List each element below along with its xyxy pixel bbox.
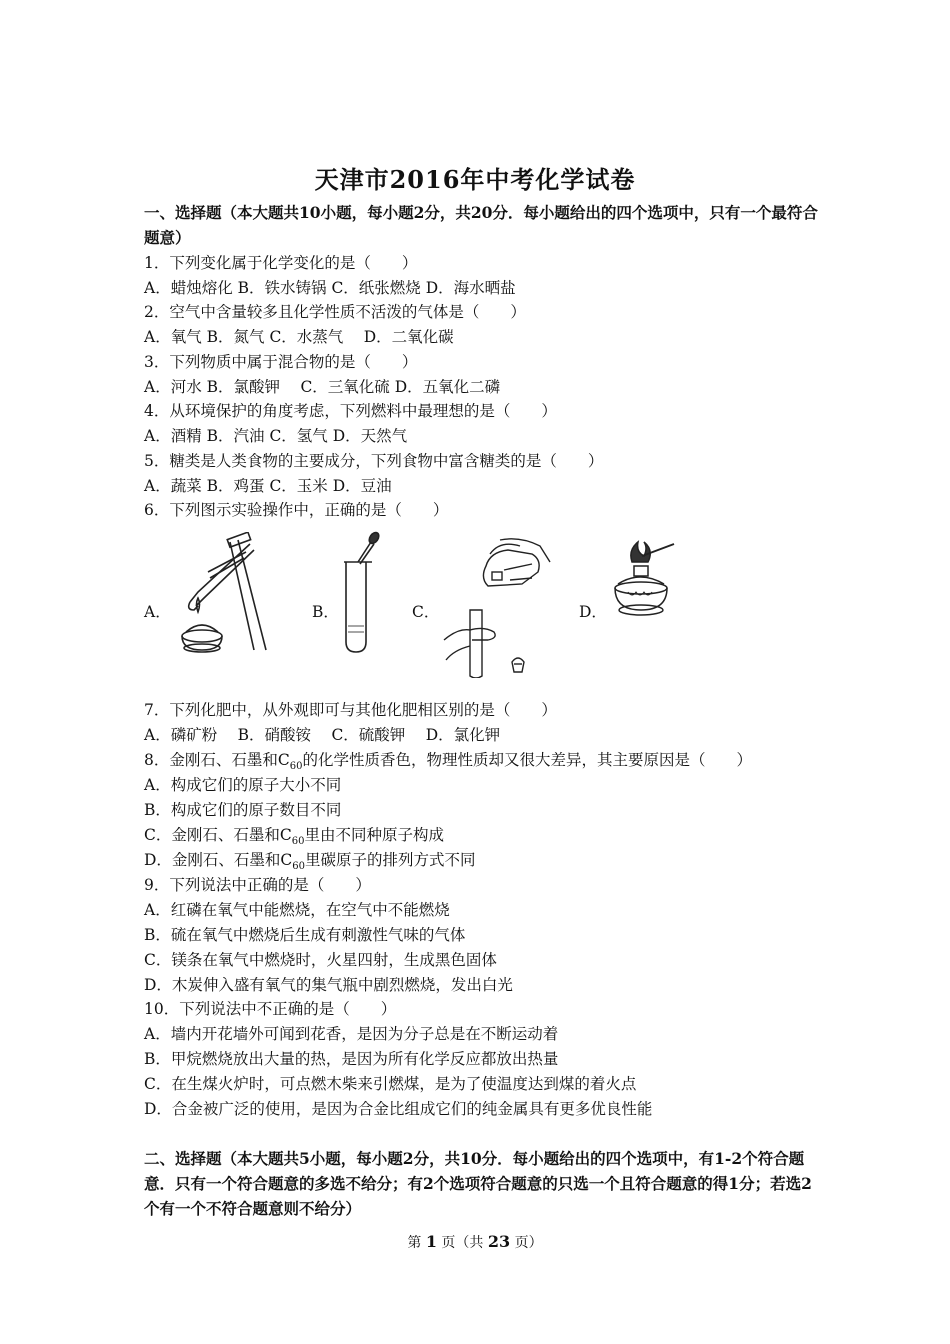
footer-post: 页） bbox=[510, 1235, 543, 1251]
q1-stem: 1．下列变化属于化学变化的是（ ） bbox=[144, 254, 418, 272]
q2-options: A．氧气 B．氮气 C．水蒸气 D．二氧化碳 bbox=[144, 328, 454, 346]
q8-option-b: B．构成它们的原子数目不同 bbox=[144, 801, 342, 819]
section-1-heading: 一、选择题（本大题共10小题，每小题2分，共20分．每小题给出的四个选项中，只有一个最符合题意） bbox=[144, 203, 818, 247]
q10-option-d: D．合金被广泛的使用，是因为合金比组成它们的纯金属具有更多优良性能 bbox=[144, 1100, 653, 1118]
q8-optd-post: 里碳原子的排列方式不同 bbox=[305, 851, 476, 869]
q8-optd-sub: 60 bbox=[292, 861, 306, 873]
fig-d-label: D． bbox=[579, 603, 607, 621]
q8-optc-sub: 60 bbox=[291, 836, 305, 848]
q8-optc-post: 里由不同种原子构成 bbox=[304, 826, 444, 844]
fig-a-label: A． bbox=[144, 603, 171, 621]
q7-stem: 7．下列化肥中，从外观即可与其他化肥相区别的是（ ） bbox=[144, 701, 557, 719]
q8-stem-sub: 60 bbox=[289, 761, 303, 773]
dropper-and-test-tube-illustration bbox=[334, 530, 384, 654]
q5-stem: 5．糖类是人类食物的主要成分，下列食物中富含糖类的是（ ） bbox=[144, 452, 604, 470]
q8-stem-pre: 8．金刚石、石墨和C bbox=[144, 751, 290, 769]
q8-option-a: A．构成它们的原子大小不同 bbox=[144, 776, 342, 794]
q8-optc-pre: C．金刚石、石墨和C bbox=[144, 826, 292, 844]
page-footer bbox=[0, 1232, 950, 1252]
q9-stem: 9．下列说法中正确的是（ ） bbox=[144, 876, 371, 894]
q10-option-b: B．甲烷燃烧放出大量的热，是因为所有化学反应都放出热量 bbox=[144, 1050, 559, 1068]
q9-option-c: C．镁条在氧气中燃烧时，火星四射，生成黑色固体 bbox=[144, 951, 497, 969]
page-title: 天津市2016年中考化学试卷 bbox=[314, 165, 636, 194]
q3-stem: 3．下列物质中属于混合物的是（ ） bbox=[144, 353, 418, 371]
q9-option-b: B．硫在氧气中燃烧后生成有刺激性气味的气体 bbox=[144, 926, 466, 944]
q10-stem: 10．下列说法中不正确的是（ ） bbox=[144, 1000, 397, 1018]
test-tube-heating-illustration bbox=[168, 532, 278, 654]
q8-stem bbox=[144, 750, 752, 777]
q4-options: A．酒精 B．汽油 C．氢气 D．天然气 bbox=[144, 427, 408, 445]
footer-mid: 页（共 bbox=[436, 1235, 488, 1251]
q7-options: A．磷矿粉 B．硝酸铵 C．硫酸钾 D．氯化钾 bbox=[144, 726, 501, 744]
q2-stem: 2．空气中含量较多且化学性质不活泼的气体是（ ） bbox=[144, 303, 526, 321]
alcohol-lamp-lighting-illustration bbox=[604, 540, 684, 622]
q6-figures bbox=[144, 530, 704, 678]
footer-page-number: 1 bbox=[425, 1232, 437, 1251]
footer-pre: 第 bbox=[407, 1235, 426, 1251]
section-2-heading: 二、选择题（本大题共5小题，每小题2分，共10分．每小题给出的四个选项中，有1-2个符合题意．只有一个符合题意的多选不给分；有2个选项符合题意的只选一个且符合题意的得1分；若选2个有一个不符合题意则不给分） bbox=[144, 1149, 812, 1218]
q8-option-d bbox=[144, 850, 476, 877]
q8-stem-post: 的化学性质香色，物理性质却又很大差异，其主要原因是（ ） bbox=[302, 751, 752, 769]
q6-stem: 6．下列图示实验操作中，正确的是（ ） bbox=[144, 501, 449, 519]
q9-option-a: A．红磷在氧气中能燃烧，在空气中不能燃烧 bbox=[144, 901, 450, 919]
pouring-liquid-illustration bbox=[440, 536, 560, 678]
footer-total-pages: 23 bbox=[487, 1232, 511, 1251]
q8-optd-pre: D．金刚石、石墨和C bbox=[144, 851, 293, 869]
q9-option-d: D．木炭伸入盛有氧气的集气瓶中剧烈燃烧，发出白光 bbox=[144, 976, 513, 994]
q10-option-c: C．在生煤火炉时，可点燃木柴来引燃煤，是为了使温度达到煤的着火点 bbox=[144, 1075, 637, 1093]
q10-option-a: A．墙内开花墙外可闻到花香，是因为分子总是在不断运动着 bbox=[144, 1025, 559, 1043]
fig-c-label: C． bbox=[412, 603, 440, 621]
q4-stem: 4．从环境保护的角度考虑，下列燃料中最理想的是（ ） bbox=[144, 402, 557, 420]
q1-options: A．蜡烛熔化 B．铁水铸锅 C．纸张燃烧 D．海水晒盐 bbox=[144, 279, 516, 297]
q5-options: A．蔬菜 B．鸡蛋 C．玉米 D．豆油 bbox=[144, 477, 392, 495]
fig-b-label: B． bbox=[312, 603, 339, 621]
q3-options: A．河水 B．氯酸钾 C．三氧化硫 D．五氧化二磷 bbox=[144, 378, 501, 396]
q8-option-c bbox=[144, 825, 444, 852]
